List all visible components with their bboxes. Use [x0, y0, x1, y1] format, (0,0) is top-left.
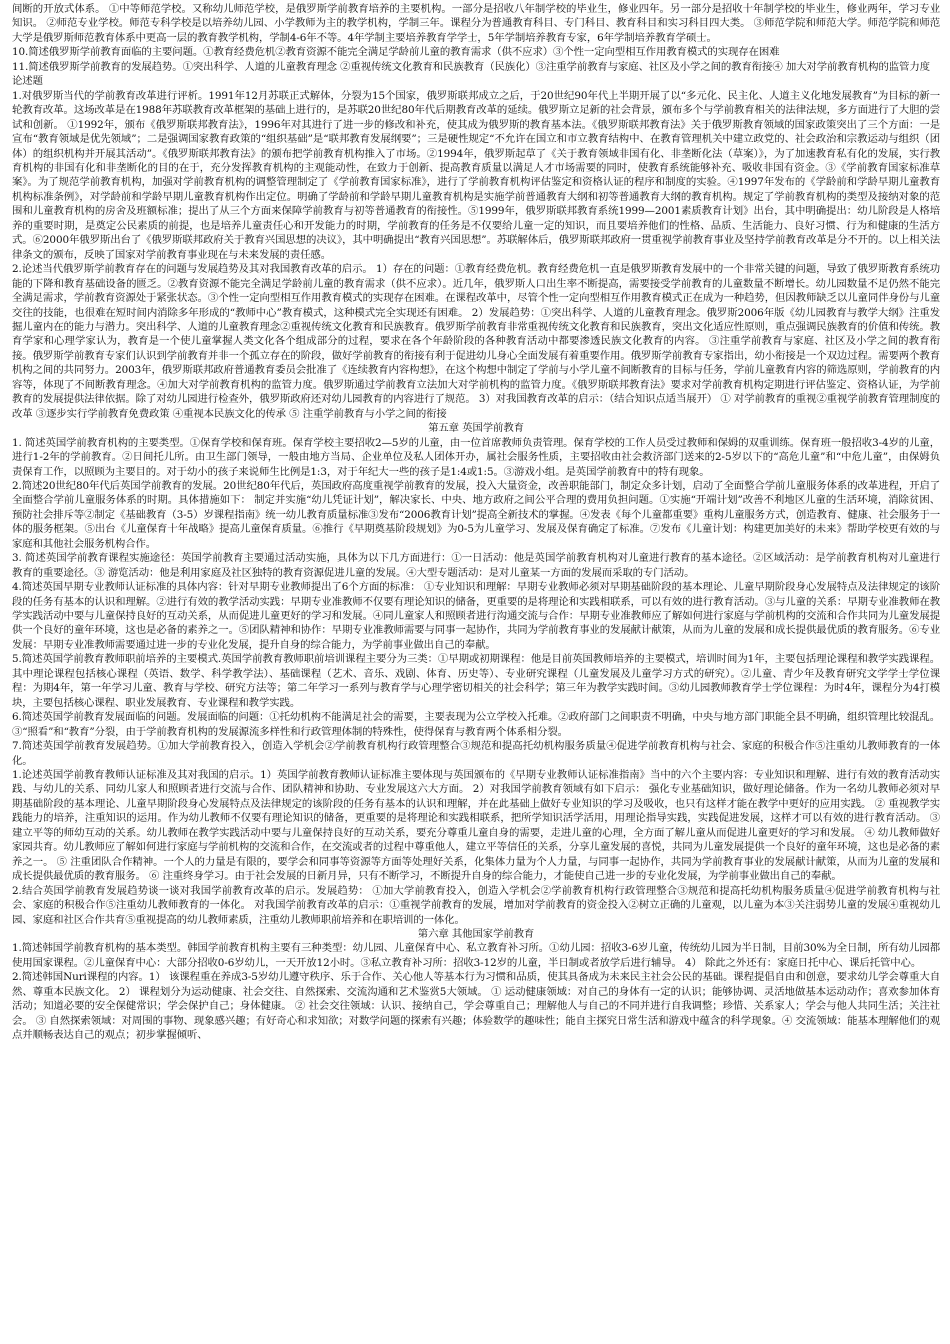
text-paragraph: 7.简述英国学前教育发展趋势。①加大学前教育投入，创造入学机会②学前教育机构行政管理整合③规范和提高托幼机构服务质量④促进学前教育机构与社会、家庭的积极合作⑤注重幼儿教师教育的一体化。 [12, 740, 940, 767]
text-paragraph: 2.简述韩国Nuri课程的内容。1） 该课程重在养成3-5岁幼儿遵守秩序、乐于合作、关心他人等基本行为习惯和品质，使其具备成为未来民主社会公民的基础。课程提倡自由和创意，要求幼儿学会尊重大自然、尊重本民族文化。 2） 课程划分为运动健康、社会交往、自然探索、交流沟通和艺术鉴赏5大领域。 ① 运动健康领域：对自己的身体有一定的认识；能够协调、灵活地做基本运动动作；喜欢参加体育活动；知道必要的安全保健常识；学会保护自己；身体健康。 ② 社会交往领域：认识、接纳自己，学会尊重自己；理解他人与自己的不同并进行自我调整；珍惜、关系家人；学会与他人共同生活；关注社会。 ③ 自然探索领域：对周围的事物、现象感兴趣；有好奇心和求知欲；对数学问题的探索有兴趣；体验数学的趣味性；能自主探究日常生活和游戏中蕴含的科学现象。④ 交流领域：能基本理解他们的观点并顺畅表达自己的观点；初步掌握倾听、 [12, 971, 940, 1042]
chapter-heading: 第六章 其他国家学前教育 [417, 928, 535, 940]
text-paragraph: 1.简述韩国学前教育机构的基本类型。韩国学前教育机构主要有三种类型：幼儿园、儿童保育中心、私立教育补习所。①幼儿园：招收3-6岁儿童，传统幼儿园为半日制，目前30%为全日制，所有幼儿园都使用国家课程。②儿童保育中心：大部分招收0-6岁幼儿，一天开放12小时。③私立教育补习所：招收3-12岁的儿童，半日制或者放学后进行辅导。 4） 除此之外还有：家庭日托中心、课后托管中心。 [12, 942, 940, 969]
text-paragraph: 2.论述当代俄罗斯学前教育存在的问题与发展趋势及其对我国教育改革的启示。 1）存在的问题：①教育经费危机。教育经费危机一直是俄罗斯教育发展中的一个非常关键的问题，导致了俄罗斯教育系统功能的下降和教育基础设备的匮乏。②教育资源不能完全满足学龄前儿童的教育需求（供不应求）。近几年，俄罗斯人口出生率不断提高，需要接受学前教育的儿童数量不断增长。幼儿园数量不足仍然不能完全满足需求，学前教育资源处于紧张状态。③个性一定向型相互作用教育模式的实现存在困难。在课程改革中，尽管个性一定向型相互作用教育模式正在成为一种趋势，但因教师缺乏以儿童同伴身份与儿童交往的技能，也很难在短时间内消除多年形成的“教师中心”教育模式，这种模式完全实现还有困难。 2）发展趋势：①突出科学、人道的儿童教育理念。俄罗斯2006年版《幼儿园教育与教学大纲》注重发掘儿童内在的能力与潜力。突出科学、人道的儿童教育理念②重视传统文化教育和民族教育。俄罗斯学前教育非常重视传统文化教育和民族教育，突出文化适应性原则，重点强调民族教育的价值和传统。教育学家和心理学家认为，教育是一个使儿童掌握人类文化各个组成部分的过程，要求在各个年龄阶段的各种教育活动中都要渗透民族文化教育的内容。 ③注重学前教育与家庭、社区及小学之间的教育衔接。俄罗斯学前教育专家们认识到学前教育并非一个孤立存在的阶段，做好学前教育的衔接有利于促进幼儿身心全面发展有着重要作用。俄罗斯学前教育专家指出，幼小衔接是一个双边过程。需要两个教育机构之间的共同努力。2003年，俄罗斯联邦政府普通教育委员会批准了《连续教育内容构想》，在这个构想中制定了学前与小学儿童不间断教育的目标与任务，学前儿童教育内容的筛选原则，学前教育的内容等，体现了不间断教育理念。④加大对学前教育机构的监管力度。俄罗斯通过学前教育立法加大对学前机构的监管力度。《俄罗斯联邦教育法》要求对学前教育机构定期进行评估鉴定、资格认证，为学前教育的发展提供法律依据。除了对幼儿园进行检查外，俄罗斯政府还对幼儿园教育的内容进行了规范。 3）对我国教育改革的启示：（结合知识点适当展开） ① 对学前教育的重视②重视学前教育管理制度的改革 ③逐步实行学前教育免费政策 ④重视本民族文化的传承 ⑤ 注重学前教育与小学之间的衔接 [12, 263, 940, 420]
text-paragraph: 1.对俄罗斯当代的学前教育改革进行评析。1991年12月苏联正式解体，分裂为15个国家，俄罗斯联邦成立之后，于20世纪90年代上半期开展了以“多元化、民主化、人道主义化地发展教育”为目标的新一轮教育改革。这场改革是在1988年苏联教育改革框架的基础上进行的，是苏联20世纪80年代后期教育改革的延续。俄罗斯立足新的社会背景，颁布多个与学前教育相关的法律法规，多方面进行了大胆的尝试和创新。 ①1992年，颁布《俄罗斯联邦教育法》，1996年对其进行了进一步的修改和补充，使其成为俄罗斯的教育基本法。《俄罗斯联邦教育法》关于俄罗斯教育领域的国家政策突出了三个方面：一是宣布“教育领域是优先领域”；二是强调国家教育政策的“组织基础”是“联邦教育发展纲要”；三是硬性规定“不允许在国立和市立教育结构中、在教育管理机关中建立政党的、社会政治和宗教运动与组织（团体）的组织机构并开展其活动”。《俄罗斯联邦教育法》的颁布把学前教育机构推入了市场。②1994年，俄罗斯起草了《关于教育领域非国有化、非垄断化法（草案）》，为了加速教育私有化的发展，实行教育机构的非国有化和非垄断化的目的在于，充分发挥教育机构的主观能动性，在致力于创新、提高教育质量以满足人才市场需要的同时，使教育系统能够补充、吸收非国有资金。③《学前教育国家标准草案》。为了规范学前教育机构，加强对学前教育机构的调整管理制定了《学前教育国家标准》，进行了学前教育机构评估鉴定和资格认证的程序和制度的实验。④1997年发布的《学龄前和学龄早期儿童教育机构标准条例》，对学龄前和学龄早期儿童教育机构作出定位。明确了学龄前和学龄早期儿童教育机构是实施学前普通教育大纲和初等普通教育大纲的教育机构。规定了学前教育机构的类型及接纳对象的范围和儿童教育机构的房舍及班额标准；提出了从三个方面来保障学前教育与初等普通教育的衔接性。⑤1999年，俄罗斯联邦教育系统1999—2001素质教育计划》出台，其中明确提出：幼儿阶段是人格培养的重要时期，是奠定公民素质的前提，也是培养儿童责任心和开发能力的时期，学前教育的任务是不仅要给儿童一定的知识，而且要培养他们的性格、品质、生活能力、良好习惯、行为和健康的生活方式。⑥2000年俄罗斯出台了《俄罗斯联邦政府关于教育兴国思想的决议》，其中明确提出“教育兴国思想”。苏联解体后，俄罗斯联邦政府一贯重视学前教育事业及坚持学前教育改革是分不开的。以上相关法律条文的颁布，反映了国家对学前教育事业现在与未来发展的责任感。 [12, 89, 940, 261]
text-paragraph: 4.简述英国早期专业教师认证标准的具体内容：针对早期专业教师提出了6个方面的标准： ①专业知识和理解：早期专业教师必须对早期基础阶段的基本理论、儿童早期阶段身心发展特点及法律规定的该阶段的任务有基本的认识和理解。②进行有效的教学活动实践：早期专业准教师不仅要有理论知识的储备，更重要的是将理论和实践相联系，可以有效的进行教育活动。③与儿童的关系：早期专业准教师在教学实践活动中要与儿童保持良好的互动关系，从而促进儿童更好的学习和发展。④同儿童家人和照顾者进行沟通交流与合作：早期专业准教师应了解如何进行家庭与学前机构的交流和合作共同为儿童发展提供一个良好的童年环境，这也是必备的素养之一。⑤团队精神和协作：早期专业准教师需要与同事一起协作，共同为学前教育事业的发展献计献策，从而为儿童的发展和成长提供最优质的教育服务。⑥专业发展：早期专业准教师需要通过进一步的专业化发展，提升自身的综合能力，为学前事业做出自己的奉献。 [12, 581, 940, 651]
text-paragraph: 11.简述俄罗斯学前教育的发展趋势。①突出科学、人道的儿童教育理念 ②重视传统文化教育和民族教育（民族化）③注重学前教育与家庭、社区及小学之间的教育衔接④ 加大对学前教育机构的监管力度 [12, 60, 930, 73]
text-paragraph: 1. 简述英国学前教育机构的主要类型。①保育学校和保育班。保育学校主要招收2—5岁的儿童，由一位首席教师负责管理。保育学校的工作人员受过教师和保姆的双重训练。保育班一般招收3-4岁的儿童，进行1-2年的学前教育。②日间托儿所。由卫生部门领导，一般由地方当局、企业单位及私人团体开办，属社会服务性质，主要招收由社会救济部门送来的2-5岁以下的“高危儿童”和“中危儿童”，由保姆负责保育工作，以照顾为主要目的。对于幼小的孩子来说师生比例是1:3，对于年纪大一些的孩子是1:4或1:5。③游戏小组。是英国学前教育中的特有现象。 [12, 436, 940, 478]
text-paragraph: 间断的开放式体系。 ①中等师范学校。又称幼儿师范学校，是俄罗斯学前教育培养的主要机构。一部分是招收八年制学校的毕业生，修业四年。另一部分是招收十年制学校的毕业生，修业两年，学习专业知识。 ②师范专业学校。师范专科学校是以培养幼儿园、小学教师为主的教学机构，学制三年。课程分为普通教育科目、专门科目、教育科目和实习科目四大类。 ③师范学院和师范大学。师范学院和师范大学是俄罗斯师范教育体系中更高一层的教育教学机构，学制4-6年不等。4年学制主要培养教育学学士，5年学制培养教育专家，6年学制培养教育学硕士。 [12, 3, 940, 44]
text-paragraph: 6.简述英国学前教育发展面临的问题。发展面临的问题：①托幼机构不能满足社会的需要，主要表现为公立学校入托难。②政府部门之间职责不明确，中央与地方部门职能全县不明确，组织管理比较混乱。③“照看”和“教育”分裂，由于学前教育机构的发展源流多样性和行政管理体制的特殊性，使得保育与教育两个体系相分裂。 [12, 711, 940, 738]
text-paragraph: 3. 简述英国学前教育课程实施途径：英国学前教育主要通过活动实施，具体为以下几方面进行：①一日活动：他是英国学前教育机构对儿童进行教育的基本途径。②区域活动：是学前教育机构对儿童进行教育的重要途径。③ 游览活动：他是利用家庭及社区独特的教育资源促进儿童的发展。④大型专题活动：是对儿童某一方面的发展而采取的专门活动。 [12, 552, 940, 579]
text-paragraph: 5.简述英国学前教育教师职前培养的主要模式.英国学前教育教师职前培训课程主要分为三类：①早期或初期课程：他是目前英国教师培养的主要模式，培训时间为1年，主要包括理论课程和教学实践课程。其中理论课程包括核心课程（英语、数学、科学教学法）、基础课程（艺术、音乐、戏剧、体育、历史等）、专业研究课程（儿童发展及儿童学习方式的研究）。②儿童、青少年及教育研究文学学士学位课程：为期4年，第一年学习儿童、教育与学校、研究方法等；第二年学习一系列与教育学与心理学密切相关的社会科学；第三年为教学实践时间。③幼儿园教师教育学士学位课程：为时4年，课程分为4打模块，主要包括核心课程、职业发展教育、专业课程和教学实践。 [12, 653, 940, 709]
text-paragraph: 1.论述英国学前教育教师认证标准及其对我国的启示。1）英国学前教育教师认证标准主要体现与英国颁布的《早期专业教师认证标准指南》当中的六个主要内容：专业知识和理解、进行有效的教育活动实践、与幼儿的关系、同幼儿家人和照顾者进行交流与合作、团队精神和协助、专业发展这六大方面。 2）对我国学前教育领域有如下启示： 强化专业基础知识，做好理论储备。作为一名幼儿教师必须对早期基础阶段的基本理论、儿童早期阶段身心发展特点及法律规定的该阶段的任务有基本的认识和理解，并在此基础上做好专业知识的学习及吸收，也只有这样才能在教学中更好的应用实践。 ② 重视教学实践能力的培养，注重知识的运用。作为幼儿教师不仅要有理论知识的储备，更重要的是将理论和实践相联系，把所学知识活学活用，用理论指导实践，实践促进发展，这样才可以有效的进行教育活动。 ③ 建立平等的师幼互动的关系。幼儿教师在教学实践活动中要与儿童保持良好的互动关系，要充分尊重儿童自身的需要，走进儿童的心理，全方面了解儿童从而促进儿童更好的学习和发展。 ④ 幼儿教师做好家园共育。幼儿教师应了解如何进行家庭与学前机构的交流和合作，在交流或者的过程中尊重他人，建立平等信任的关系，分享儿童发展的喜悦，共同为儿童发展提供一个良好的童年环境，这也是必备的素养之一。 ⑤ 注重团队合作精神。一个人的力量是有限的，要学会和同事等资源等方面等处理好关系，化集体力量为个人力量，与同事一起协作，共同为学前教育事业的发展献计献策，从而为儿童的发展和成长提供最优质的教育服务。 ⑥ 注重终身学习。由于社会发展的日新月异，只有不断学习，不断提升自身的综合能力，才能使自己进一步的专业化发展，为学前事业做出自己的奉献。 [12, 769, 940, 883]
text-paragraph: 10.简述俄罗斯学前教育面临的主要问题。①教育经费危机②教育资源不能完全满足学龄前儿童的教育需求（供不应求）③个性一定向型相互作用教育模式的实现存在困难 [12, 46, 780, 59]
text-paragraph: 2.结合英国学前教育发展趋势谈一谈对我国学前教育改革的启示。发展趋势： ①加大学前教育投入，创造入学机会②学前教育机构行政管理整合③规范和提高托幼机构服务质量④促进学前教育机构与社会、家庭的积极合作⑤注重幼儿教师教育的一体化。 对我国学前教育改革的启示：①重视学前教育的发展，增加对学前教育的资金投入②树立正确的儿童观，以儿童为本③关注弱势儿童的发展④重视幼儿园、家庭和社区合作共育⑤重视提高的幼儿教师素质，注重幼儿教师职前培养和在职培训的一体化。 [12, 884, 940, 926]
section-heading: 论述题 [12, 75, 43, 88]
chapter-heading: 第五章 英国学前教育 [428, 422, 524, 435]
text-paragraph: 2.简述20世纪80年代后英国学前教育的发展。20世纪80年代后，英国政府高度重视学前教育的发展，投入大量资金，改善职能部门，制定众多计划，启动了全面整合学前儿童服务体系的改革进程，开启了全面整合学前儿童服务体系的时期。具体措施如下： 制定并实施“幼儿凭证计划”，解决家长、中央、地方政府之间公平合理的费用负担问题。①实施“开端计划”改善不利地区儿童的生活环境，消除贫困、预防社会排斥等②制定《基础教育（3-5）岁课程指南》统一幼儿教育质量标准③发布“2006教育计划”提高全新技术的掌握。④发表《每个儿童都重要》重构儿童服务方式，创造教育、健康、社会服务于一体的服务框架。⑤出台《儿童保育十年战略》提高儿童保育质量。⑥推行《早期奠基阶段规划》为0-5为儿童学习、发展及保育确定了标准。⑦发布《儿童计划：构建更加美好的未来》帮助学校更有效的与家庭和其他社会服务机构合作。 [12, 479, 940, 550]
